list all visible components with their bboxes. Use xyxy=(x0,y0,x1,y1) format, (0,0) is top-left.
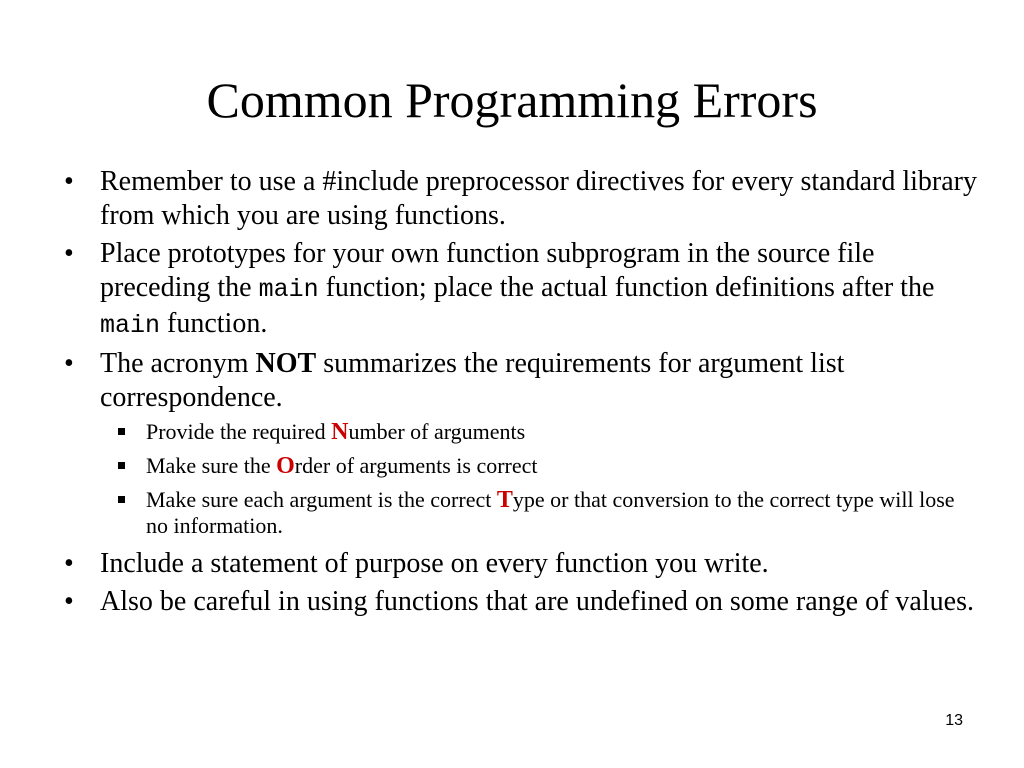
bullet-dot-icon: • xyxy=(64,548,74,579)
bullet-dot-icon: • xyxy=(64,586,74,617)
sub-bullet-item-number xyxy=(100,419,980,445)
bullet-text: function; place the actual function definitions after the xyxy=(318,272,935,303)
bullet-text: Place prototypes for your own function subprogram in the source file preceding the xyxy=(100,238,875,303)
bullet-text: Also be careful in using functions that are undefined on some range of values. xyxy=(100,586,974,617)
code-main: main xyxy=(100,311,161,340)
bullet-text: The acronym xyxy=(100,348,256,379)
sub-bullet-list xyxy=(100,419,980,539)
sub-bullet-text: rder of arguments is correct xyxy=(294,453,538,478)
sub-bullet-text: Make sure each argument is the correct xyxy=(146,487,497,512)
square-bullet-icon xyxy=(118,428,125,435)
code-main: main xyxy=(258,275,319,304)
acronym-not: NOT xyxy=(255,348,317,379)
slide-title: Common Programming Errors xyxy=(206,72,818,128)
bullet-item-acronym xyxy=(60,347,980,539)
sub-bullet-text: Make sure the xyxy=(146,453,277,478)
bullet-item-purpose xyxy=(60,547,980,581)
sub-bullet-text: umber of arguments xyxy=(348,419,526,444)
sub-bullet-text: ype or that conversion to the correct type will lose no information. xyxy=(146,487,955,538)
page-number: 13 xyxy=(945,712,963,729)
bullet-item-prototypes xyxy=(60,237,980,343)
sub-bullet-text: Provide the required xyxy=(146,419,332,444)
bullet-dot-icon: • xyxy=(64,348,74,379)
bullet-text: Include a statement of purpose on every function you write. xyxy=(100,548,769,579)
acronym-letter-n: N xyxy=(331,419,349,445)
acronym-letter-o: O xyxy=(276,453,295,479)
square-bullet-icon xyxy=(118,462,125,469)
bullet-text: function. xyxy=(160,308,268,339)
sub-bullet-item-type xyxy=(100,487,980,539)
sub-bullet-item-order xyxy=(100,453,980,479)
bullet-text: summarizes the requirements for argument list correspondence. xyxy=(100,348,845,413)
square-bullet-icon xyxy=(118,496,125,503)
bullet-item-undefined xyxy=(60,585,980,619)
bullet-text: Remember to use a #include preprocessor directives for every standard library from which you are using functions. xyxy=(100,166,977,231)
bullet-dot-icon: • xyxy=(64,166,74,197)
bullet-dot-icon: • xyxy=(64,238,74,269)
acronym-letter-t: T xyxy=(496,487,513,513)
bullet-list xyxy=(60,165,980,623)
bullet-item-include xyxy=(60,165,980,233)
